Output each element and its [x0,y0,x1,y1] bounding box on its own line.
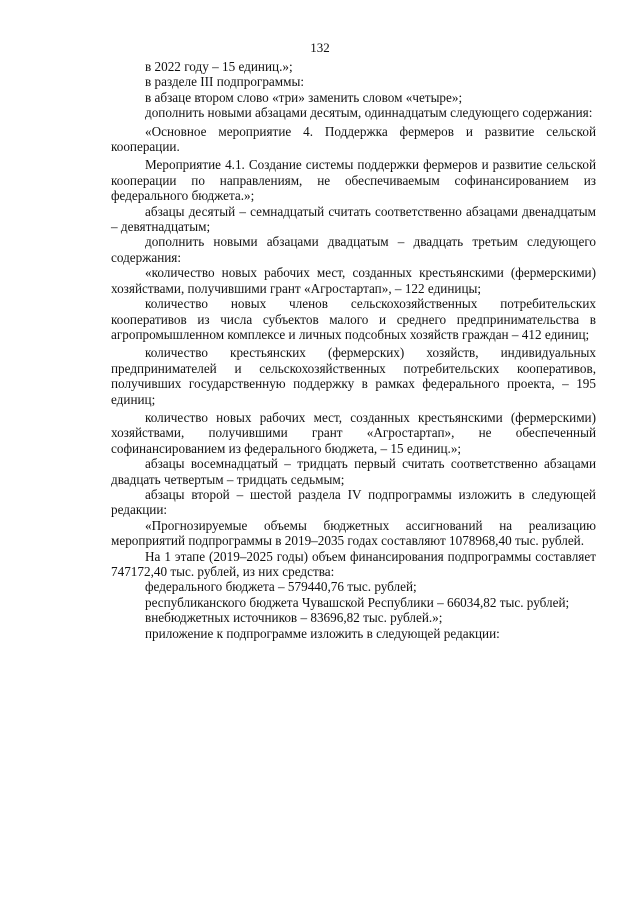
paragraph: абзацы десятый – семнадцатый считать соответственно абзацами двенадцатым – девятнадцатым; [111,203,596,235]
paragraph: в 2022 году – 15 единиц.»; [145,59,293,74]
paragraph: в разделе III подпрограммы: [145,74,305,90]
paragraph: дополнить новыми абзацами двадцатым – двадцать третьим следующего содержания: [111,234,596,265]
paragraph: абзацы восемнадцатый – тридцать первый считать соответственно абзацами двадцать четвертым – тридцать седьмым; [111,456,596,487]
paragraph: Мероприятие 4.1. Создание системы поддержки фермеров и развитие сельской кооперации по направлениям, не обеспечиваемым софинансированием из федерального бюджета.»; [111,157,596,204]
paragraph: абзацы второй – шестой раздела IV подпрограммы изложить в следующей редакции: [111,486,596,518]
paragraph: количество новых рабочих мест, созданных крестьянскими (фермерскими) хозяйствами, получившими грант «Агростартап», не обеспеченный софинансированием из федерального бюджета, – 15 единиц.»; [111,409,596,456]
paragraph: На 1 этапе (2019–2025 годы) объем финансирования подпрограммы составляет 747172,40 тыс. рублей, из них средства: [111,548,596,579]
paragraph: «Основное мероприятие 4. Поддержка фермеров и развитие сельской кооперации. [111,123,596,155]
paragraph: количество крестьянских (фермерских) хозяйств, индивидуальных предпринимателей и сельскохозяйственных потребительских кооперативов, получивших государственную поддержку в рамках федерального проекта, – 195 единиц; [111,345,596,407]
paragraph: республиканского бюджета Чувашской Республики – 66034,82 тыс. рублей; [145,594,570,610]
paragraph: федерального бюджета – 579440,76 тыс. рублей; [145,579,417,595]
paragraph: приложение к подпрограмме изложить в следующей редакции: [145,625,500,641]
document-body [111,59,596,641]
paragraph: «Прогнозируемые объемы бюджетных ассигнований на реализацию мероприятий подпрограммы в 2019–2035 годах составляют 1078968,40 тыс. рублей. [111,517,596,549]
page-number: 132 [310,40,330,55]
paragraph: «количество новых рабочих мест, созданных крестьянскими (фермерскими) хозяйствами, получившими грант «Агростартап», – 122 единицы; [111,265,596,296]
paragraph: внебюджетных источников – 83696,82 тыс. рублей.»; [145,610,443,626]
paragraph: в абзаце втором слово «три» заменить словом «четыре»; [145,89,463,105]
paragraph: количество новых членов сельскохозяйственных потребительских кооперативов из числа субъектов малого и среднего предпринимательства в агропромышленном комплексе и личных подсобных хозяйств граждан – 412 единиц; [111,296,596,342]
paragraph: дополнить новыми абзацами десятым, одиннадцатым следующего содержания: [145,105,593,121]
